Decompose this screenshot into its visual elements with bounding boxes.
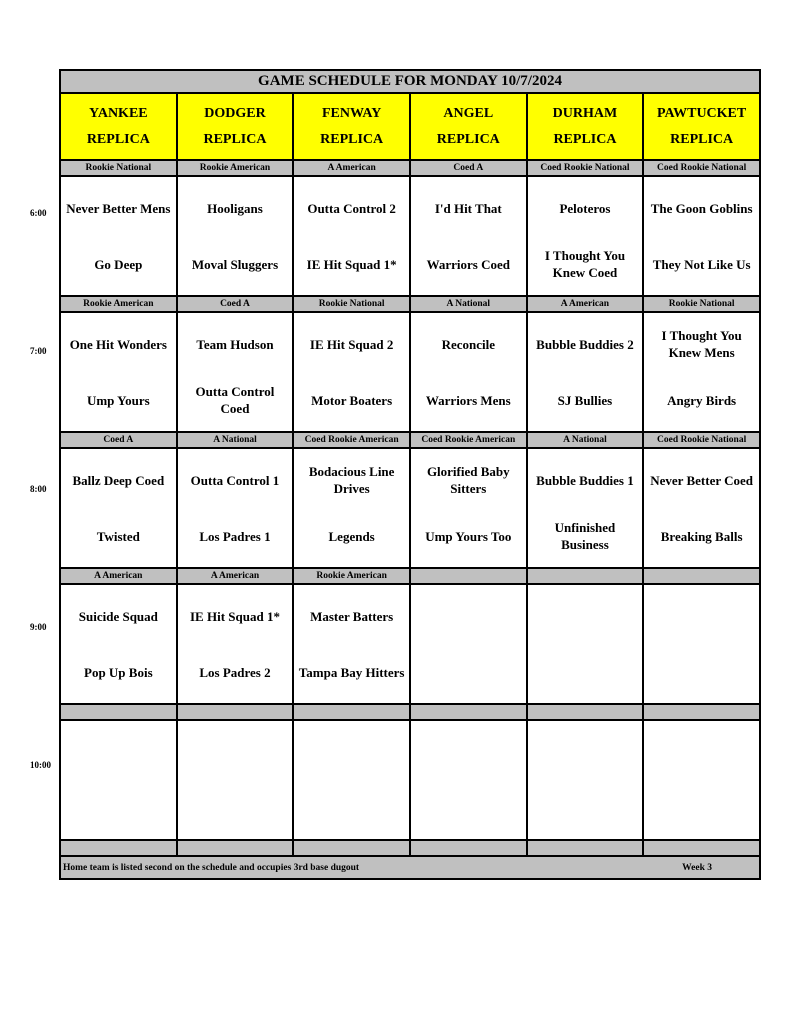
division-label: A National <box>527 432 644 448</box>
division-label: Rookie National <box>643 296 760 312</box>
game-row <box>60 312 760 432</box>
field-name: DURHAM <box>552 105 618 121</box>
game-cell <box>60 584 177 704</box>
game-cell <box>60 448 177 568</box>
home-team: Warriors Mens <box>425 392 511 408</box>
field-subtitle: REPLICA <box>86 131 150 147</box>
time-label: 7:00 <box>30 346 47 356</box>
away-team: Suicide Squad <box>78 608 158 624</box>
away-team: Ballz Deep Coed <box>72 472 165 488</box>
division-label: Coed Rookie National <box>643 160 760 176</box>
footer-row <box>60 856 760 879</box>
game-cell <box>643 584 760 704</box>
game-row <box>60 448 760 568</box>
field-subtitle: REPLICA <box>670 131 734 147</box>
game-row <box>60 584 760 704</box>
division-label: Rookie National <box>293 296 410 312</box>
field-name: ANGEL <box>443 105 494 121</box>
game-cell <box>293 720 410 840</box>
home-team <box>180 780 291 836</box>
home-team <box>63 780 174 836</box>
game-cell <box>293 312 410 432</box>
game-cell <box>527 312 644 432</box>
division-label <box>527 704 644 720</box>
game-cell <box>293 176 410 296</box>
away-team: Bubble Buddies 1 <box>536 472 634 488</box>
away-team: One Hit Wonders <box>69 336 167 352</box>
division-label <box>643 568 760 584</box>
game-cell <box>527 720 644 840</box>
schedule-body <box>60 160 760 840</box>
away-team: Reconcile <box>441 336 495 352</box>
game-cell <box>60 720 177 840</box>
game-cell <box>643 312 760 432</box>
home-team: They Not Like Us <box>652 256 751 272</box>
home-team: Pop Up Bois <box>84 664 153 680</box>
division-label <box>293 704 410 720</box>
home-team: Los Padres 2 <box>199 664 271 680</box>
away-team: Master Batters <box>310 608 394 624</box>
home-team: Outta Control Coed <box>195 384 275 416</box>
home-team <box>646 780 757 836</box>
field-name: DODGER <box>204 105 266 121</box>
game-cell <box>177 448 294 568</box>
away-team: Bodacious Line Drives <box>308 464 395 496</box>
division-label: Rookie National <box>60 160 177 176</box>
time-label: 9:00 <box>30 622 47 632</box>
field-subtitle: REPLICA <box>436 131 500 147</box>
home-team: Legends <box>328 528 375 544</box>
away-team <box>180 724 291 780</box>
field-header <box>177 93 294 160</box>
division-label: Coed A <box>60 432 177 448</box>
division-label: Coed Rookie American <box>293 432 410 448</box>
week-label: Week 3 <box>682 862 712 873</box>
game-cell <box>177 584 294 704</box>
division-row <box>60 432 760 448</box>
division-label <box>643 704 760 720</box>
game-cell <box>177 176 294 296</box>
home-team <box>530 780 641 836</box>
away-team <box>646 588 757 644</box>
division-row <box>60 296 760 312</box>
division-label: Coed Rookie American <box>410 432 527 448</box>
away-team: Peloteros <box>559 200 611 216</box>
away-team: Never Better Mens <box>66 200 171 216</box>
away-team <box>530 588 641 644</box>
division-label <box>410 704 527 720</box>
game-cell <box>527 448 644 568</box>
game-cell <box>410 584 527 704</box>
spacer-row <box>60 840 760 856</box>
home-team: Los Padres 1 <box>199 528 271 544</box>
division-label <box>60 704 177 720</box>
field-name: YANKEE <box>89 105 148 121</box>
home-team: Tampa Bay Hitters <box>298 664 405 680</box>
home-team: Go Deep <box>94 256 143 272</box>
division-label: A American <box>527 296 644 312</box>
field-subtitle: REPLICA <box>320 131 384 147</box>
away-team: IE Hit Squad 2 <box>309 336 394 352</box>
away-team: I'd Hit That <box>434 200 502 216</box>
field-name: FENWAY <box>321 105 382 121</box>
home-team: Unfinished Business <box>554 520 616 552</box>
time-label: 8:00 <box>30 484 47 494</box>
away-team: Hooligans <box>207 200 263 216</box>
division-label <box>410 568 527 584</box>
game-cell <box>177 720 294 840</box>
division-label <box>527 568 644 584</box>
away-team: Team Hudson <box>196 336 274 352</box>
game-cell <box>643 720 760 840</box>
time-label: 6:00 <box>30 208 47 218</box>
field-subtitle: REPLICA <box>553 131 617 147</box>
away-team <box>530 724 641 780</box>
home-team: Twisted <box>96 528 140 544</box>
home-team <box>413 644 524 700</box>
game-cell <box>60 176 177 296</box>
schedule-table <box>59 69 761 880</box>
field-header-row <box>60 93 760 160</box>
game-cell <box>293 584 410 704</box>
home-team <box>296 780 407 836</box>
division-label: Coed A <box>410 160 527 176</box>
away-team: I Thought You Knew Mens <box>661 328 742 360</box>
game-cell <box>410 312 527 432</box>
game-cell <box>410 720 527 840</box>
title-row <box>60 70 760 93</box>
game-cell <box>60 312 177 432</box>
game-cell <box>643 448 760 568</box>
home-team: Angry Birds <box>667 392 737 408</box>
away-team <box>413 724 524 780</box>
time-label: 10:00 <box>30 760 51 770</box>
division-label: Coed A <box>177 296 294 312</box>
page-title: GAME SCHEDULE FOR MONDAY 10/7/2024 <box>60 70 760 93</box>
home-team <box>413 780 524 836</box>
away-team: Never Better Coed <box>650 472 754 488</box>
field-header <box>293 93 410 160</box>
division-label: A American <box>293 160 410 176</box>
division-label: A American <box>177 568 294 584</box>
home-team: Ump Yours Too <box>425 528 512 544</box>
game-cell <box>177 312 294 432</box>
away-team <box>646 724 757 780</box>
game-cell <box>293 448 410 568</box>
division-label: Rookie American <box>177 160 294 176</box>
game-cell <box>527 176 644 296</box>
division-label: Coed Rookie National <box>527 160 644 176</box>
division-row <box>60 704 760 720</box>
division-label: A American <box>60 568 177 584</box>
away-team: Glorified Baby Sitters <box>426 464 510 496</box>
home-team: Moval Sluggers <box>191 256 279 272</box>
field-subtitle: REPLICA <box>203 131 267 147</box>
home-team: Ump Yours <box>86 392 150 408</box>
game-cell <box>410 448 527 568</box>
field-header <box>60 93 177 160</box>
field-header <box>410 93 527 160</box>
away-team <box>413 588 524 644</box>
division-label: Coed Rookie National <box>643 432 760 448</box>
division-label: Rookie American <box>60 296 177 312</box>
home-team <box>646 644 757 700</box>
field-name: PAWTUCKET <box>657 105 747 121</box>
division-label: A National <box>177 432 294 448</box>
division-row <box>60 568 760 584</box>
home-team: I Thought You Knew Coed <box>544 248 626 280</box>
game-cell <box>643 176 760 296</box>
away-team <box>63 724 174 780</box>
game-cell <box>527 584 644 704</box>
game-cell <box>410 176 527 296</box>
home-team <box>530 644 641 700</box>
field-header <box>643 93 760 160</box>
footer-cell <box>60 856 760 879</box>
away-team: Outta Control 2 <box>307 200 396 216</box>
home-team: Breaking Balls <box>660 528 743 544</box>
game-row <box>60 176 760 296</box>
home-team: Warriors Coed <box>426 256 510 272</box>
home-team: Motor Boaters <box>311 392 393 408</box>
home-team: SJ Bullies <box>557 392 613 408</box>
away-team: Outta Control 1 <box>190 472 280 488</box>
division-label: Rookie American <box>293 568 410 584</box>
away-team: The Goon Goblins <box>650 200 753 216</box>
away-team: Bubble Buddies 2 <box>536 336 634 352</box>
away-team <box>296 724 407 780</box>
away-team: IE Hit Squad 1* <box>190 608 280 624</box>
home-team: IE Hit Squad 1* <box>306 256 397 272</box>
game-row <box>60 720 760 840</box>
division-label <box>177 704 294 720</box>
division-label: A National <box>410 296 527 312</box>
division-row <box>60 160 760 176</box>
footer-note: Home team is listed second on the schedule and occupies 3rd base dugout <box>63 862 360 873</box>
field-header <box>527 93 644 160</box>
